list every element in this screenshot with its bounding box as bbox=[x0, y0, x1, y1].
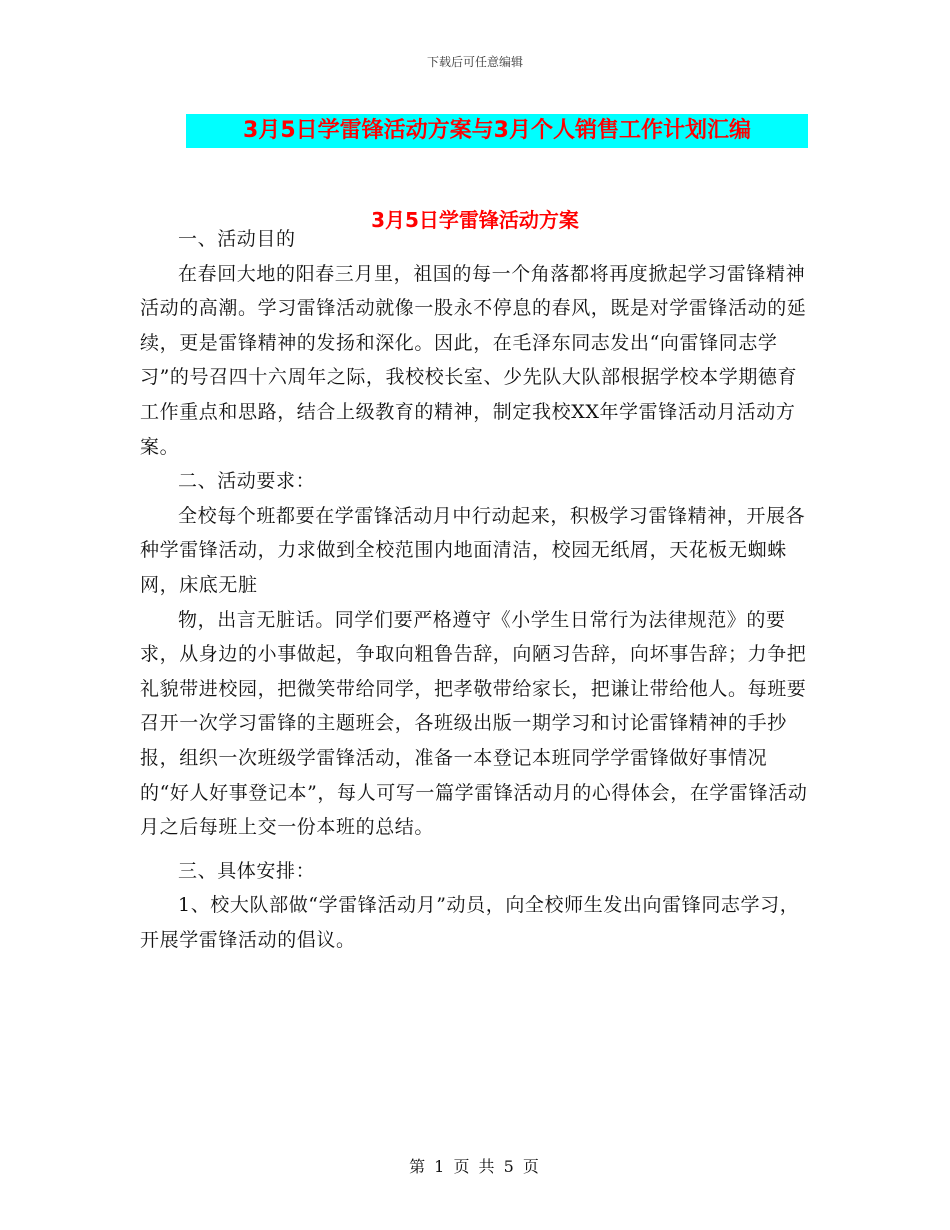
paragraph-arrangement-1: 1、校大队部做“学雷锋活动月”动员，向全校师生发出向雷锋同志学习，开展学雷锋活动的倡议。 bbox=[140, 894, 800, 951]
heading-purpose: 一、活动目的 bbox=[178, 228, 296, 250]
header-note: 下载后可任意编辑 bbox=[426, 55, 523, 69]
heading-arrangements: 三、具体安排： bbox=[178, 859, 316, 882]
document-title: 3月5日学雷锋活动方案与3月个人销售工作计划汇编 bbox=[186, 114, 808, 148]
heading-requirements: 二、活动要求： bbox=[178, 470, 316, 493]
paragraph-requirements-2: 物，出言无脏话。同学们要严格遵守《小学生日常行为法律规范》的要求，从身边的小事做起，争取向粗鲁告辞，向陋习告辞，向坏事告辞；力争把礼貌带进校园，把微笑带给同学，把孝敬带给家长，把谦让带给他人。每班要召开一次学习雷锋的主题班会，各班级出版一期学习和讨论雷锋精神的手抄报，组织一次班级学雷锋活动，准备一本登记本班同学学雷锋做好事情况的“好人好事登记本”，每人可写一篇学雷锋活动月的心得体会，在学雷锋活动月之后每班上交一份本班的总结。 bbox=[140, 608, 808, 839]
section-title: 3月5日学雷锋活动方案 bbox=[371, 208, 579, 232]
page-footer: 第 1 页 共 5 页 bbox=[409, 1157, 541, 1176]
document-body bbox=[140, 222, 808, 957]
paragraph-purpose: 在春回大地的阳春三月里，祖国的每一个角落都将再度掀起学习雷锋精神活动的高潮。学习雷锋活动就像一股永不停息的春风，既是对学雷锋活动的延续，更是雷锋精神的发扬和深化。因此，在毛泽东同志发出“向雷锋同志学习”的号召四十六周年之际，我校校长室、少先队大队部根据学校本学期德育工作重点和思路，结合上级教育的精神，制定我校XX年学雷锋活动月活动方案。 bbox=[140, 262, 807, 458]
paragraph-requirements-1: 全校每个班都要在学雷锋活动月中行动起来，积极学习雷锋精神，开展各种学雷锋活动，力求做到全校范围内地面清洁，校园无纸屑，天花板无蜘蛛网，床底无脏 bbox=[140, 504, 806, 596]
